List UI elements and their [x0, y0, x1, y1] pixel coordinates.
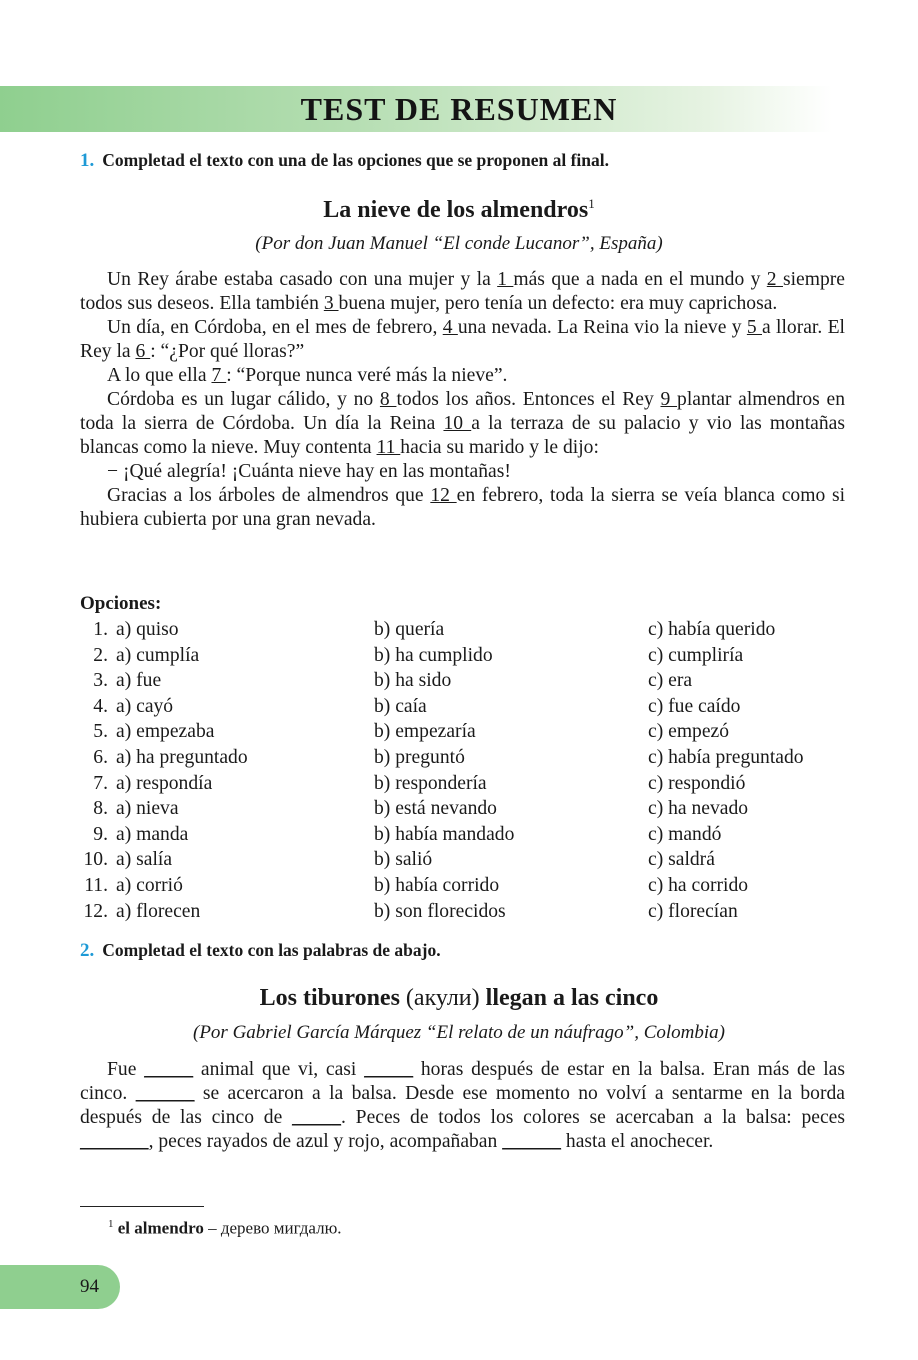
blank-gap: ______: [135, 1083, 195, 1104]
task-2-instruction: [80, 940, 441, 962]
option-number: 11.: [84, 875, 108, 896]
option-b: b) preguntó: [374, 747, 465, 768]
option-a: a) cayó: [116, 695, 174, 717]
page-title: TEST DE RESUMEN: [300, 91, 618, 127]
text-run: . Peces de todos los colores se acercaban a la balsa: peces: [341, 1107, 845, 1128]
text-run: A lo que ella: [107, 365, 212, 386]
text-run: Un día, en Córdoba, en el mes de febrero,: [107, 317, 443, 338]
story-text-2: [80, 1058, 845, 1154]
options-label: Opciones:: [80, 593, 162, 614]
text-run: siempre todos sus deseos. Ella también: [80, 269, 846, 314]
option-number: 7.: [93, 772, 108, 794]
option-c: c) respondió: [648, 772, 746, 794]
story-paragraph: [80, 1058, 845, 1154]
blank-gap: _____: [364, 1059, 414, 1080]
task-text: Completad el texto con las palabras de abajo.: [102, 940, 441, 960]
option-a: a) corrió: [116, 875, 183, 896]
option-a: a) respondía: [116, 772, 213, 794]
option-number: 3.: [93, 670, 108, 692]
text-run: Córdoba es un lugar cálido, y no: [107, 389, 380, 410]
option-a: a) empezaba: [116, 721, 215, 743]
blank-gap: _____: [292, 1107, 342, 1128]
option-b: b) ha sido: [374, 670, 452, 692]
option-a: a) nieva: [116, 798, 179, 820]
option-a: a) fue: [116, 670, 162, 692]
option-c: c) fue caído: [648, 695, 741, 717]
option-c: c) cumpliría: [648, 644, 744, 666]
option-b: b) respondería: [374, 772, 487, 794]
text-run: hasta el anochecer.: [561, 1131, 714, 1152]
option-number: 4.: [93, 695, 108, 717]
option-a: a) florecen: [116, 900, 201, 922]
footnote: $^1$ el almendro – дерево мигдалю.: [108, 1218, 342, 1238]
option-number: 8.: [93, 798, 108, 820]
task-number: 1.: [80, 150, 95, 171]
text-run: todos los años. Entonces el Rey: [396, 389, 661, 410]
option-a: a) ha preguntado: [116, 747, 248, 768]
option-c: c) había querido: [648, 619, 776, 640]
text-run: − ¡Qué alegría! ¡Cuánta nieve hay en las montañas!: [107, 461, 511, 482]
text-run: en febrero, toda la sierra se veía blanca como si hubiera cubierta por una gran nevada.: [80, 485, 846, 530]
option-b: b) son florecidos: [374, 900, 506, 922]
footnote-ref: 1: [588, 196, 595, 211]
text-run: plantar almendros en toda la sierra de Córdoba. Un día la Reina: [80, 389, 845, 434]
option-c: c) empezó: [648, 721, 730, 743]
blank-gap: 9: [660, 389, 678, 410]
task-text: Completad el texto con una de las opciones que se proponen al final.: [102, 150, 609, 170]
story-paragraph: [80, 268, 845, 316]
story-title: La nieve de los almendros$^1$: [323, 196, 595, 223]
option-a: a) manda: [116, 823, 189, 845]
option-number: 9.: [93, 823, 108, 845]
option-a: a) salía: [116, 849, 173, 871]
option-b: b) está nevando: [374, 798, 497, 820]
blank-gap: 2: [766, 269, 783, 290]
option-b: b) ha cumplido: [374, 644, 493, 666]
option-number: 1.: [93, 619, 108, 640]
option-c: c) era: [648, 670, 693, 692]
option-b: b) había corrido: [374, 875, 500, 896]
blank-gap: 1: [497, 269, 514, 290]
text-run: Un Rey árabe estaba casado con una mujer y la: [107, 269, 498, 290]
blank-gap: 5: [746, 317, 762, 338]
story-text: [80, 268, 845, 532]
text-run: hacia su marido y le dijo:: [400, 437, 599, 458]
footnote-divider: [80, 1206, 204, 1207]
option-number: 10.: [83, 849, 108, 871]
text-run: : “¿Por qué lloras?”: [150, 341, 305, 362]
task-1-instruction: [80, 150, 609, 172]
blank-gap: 4: [442, 317, 458, 338]
blank-gap: 3: [323, 293, 339, 314]
story-paragraph: [80, 364, 845, 388]
option-c: c) florecían: [648, 900, 738, 922]
blank-gap: _______: [80, 1131, 149, 1152]
story-byline-2: (Por Gabriel García Márquez “El relato de un náufrago”, Colombia): [193, 1022, 725, 1043]
blank-gap: 7: [211, 365, 227, 386]
story-paragraph: [80, 388, 845, 460]
option-number: 2.: [93, 644, 108, 666]
option-a: a) quiso: [116, 619, 179, 640]
option-c: c) mandó: [648, 823, 722, 845]
option-b: b) había mandado: [374, 823, 515, 845]
task-number: 2.: [80, 940, 95, 961]
page-number: 94: [80, 1276, 99, 1297]
text-run: una nevada. La Reina vio la nieve y: [457, 317, 747, 338]
blank-gap: 11: [376, 437, 401, 458]
text-run: : “Porque nunca veré más la nieve”.: [226, 365, 508, 386]
story-title-2: Los tiburones (акули) llegan a las cinco: [259, 985, 659, 1011]
option-number: 5.: [93, 721, 108, 743]
option-c: c) ha corrido: [648, 875, 749, 896]
story-byline: (Por don Juan Manuel “El conde Lucanor”, España): [255, 233, 663, 254]
page-number-tab: [0, 1265, 120, 1309]
option-b: b) empezaría: [374, 721, 476, 743]
text-run: Fue: [107, 1059, 145, 1080]
text-run: se acercaron a la balsa. Desde ese momento no volví a sentarme en la borda después de las cinco de: [80, 1083, 845, 1128]
text-run: horas después de estar en la balsa. Eran más de las cinco.: [80, 1059, 845, 1104]
text-run: a la terraza de su palacio y vio las montañas blancas como la nieve. Muy contenta: [80, 413, 845, 458]
text-run: Gracias a los árboles de almendros que: [107, 485, 431, 506]
blank-gap: 12: [430, 485, 457, 506]
text-run: animal que vi, casi: [193, 1059, 365, 1080]
option-c: c) ha nevado: [648, 798, 749, 820]
option-c: c) saldrá: [648, 849, 715, 871]
option-b: b) caía: [374, 695, 427, 717]
option-number: 12.: [83, 900, 108, 922]
blank-gap: 8: [379, 389, 397, 410]
option-b: b) salió: [374, 849, 433, 871]
blank-gap: _____: [144, 1059, 194, 1080]
option-a: a) cumplía: [116, 644, 200, 666]
text-run: buena mujer, pero tenía un defecto: era muy caprichosa.: [338, 293, 778, 314]
blank-gap: 10: [443, 413, 472, 434]
option-number: 6.: [93, 747, 108, 768]
option-c: c) había preguntado: [648, 747, 804, 768]
story-paragraph: [80, 316, 845, 364]
text-run: más que a nada en el mundo y: [513, 269, 767, 290]
story-paragraph: [80, 484, 845, 532]
text-run: a llorar. El Rey la: [80, 317, 846, 362]
blank-gap: ______: [502, 1131, 561, 1152]
option-b: b) quería: [374, 619, 445, 640]
story-paragraph: [80, 460, 845, 484]
blank-gap: 6: [135, 341, 151, 362]
text-run: , peces rayados de azul y rojo, acompañaban: [148, 1131, 503, 1152]
